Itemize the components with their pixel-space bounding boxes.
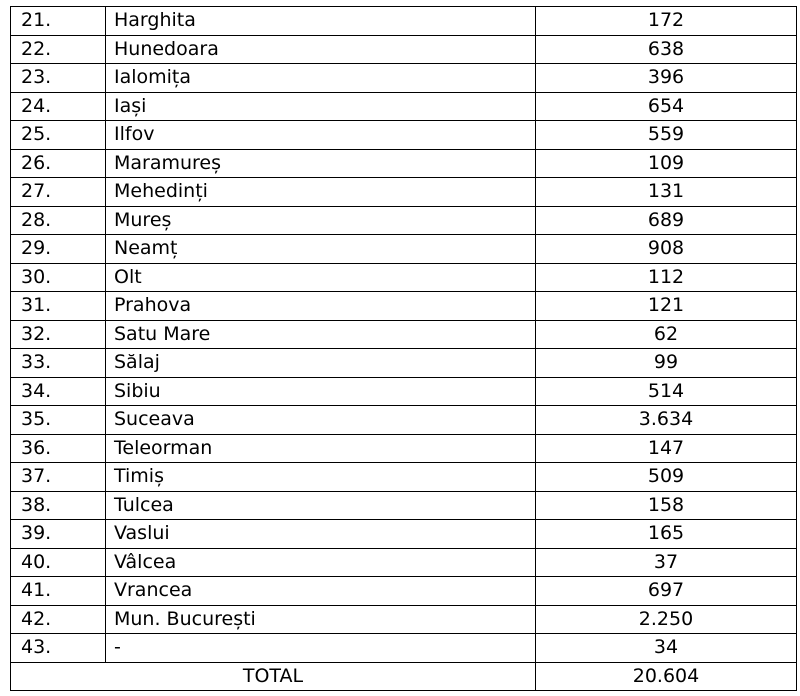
table-row	[11, 263, 797, 292]
county-name: Mehedinți	[106, 178, 536, 207]
county-name: Sibiu	[106, 377, 536, 406]
row-number: 31.	[11, 292, 106, 321]
county-value: 514	[536, 377, 797, 406]
table-row	[11, 121, 797, 150]
table-row	[11, 149, 797, 178]
county-name: Ialomița	[106, 64, 536, 93]
table-row	[11, 463, 797, 492]
county-value: 121	[536, 292, 797, 321]
row-number: 26.	[11, 149, 106, 178]
county-name: Ilfov	[106, 121, 536, 150]
table-row	[11, 548, 797, 577]
county-name: Harghita	[106, 7, 536, 36]
county-name: -	[106, 634, 536, 663]
row-number: 24.	[11, 92, 106, 121]
table-row	[11, 292, 797, 321]
county-value: 559	[536, 121, 797, 150]
county-value: 654	[536, 92, 797, 121]
row-number: 42.	[11, 605, 106, 634]
row-number: 39.	[11, 520, 106, 549]
total-row	[11, 662, 797, 691]
table-row	[11, 520, 797, 549]
table-row	[11, 349, 797, 378]
county-value: 62	[536, 320, 797, 349]
county-value: 158	[536, 491, 797, 520]
county-name: Suceava	[106, 406, 536, 435]
table-body	[11, 7, 797, 691]
row-number: 38.	[11, 491, 106, 520]
row-number: 43.	[11, 634, 106, 663]
county-name: Olt	[106, 263, 536, 292]
county-name: Vaslui	[106, 520, 536, 549]
table-row	[11, 235, 797, 264]
county-value: 697	[536, 577, 797, 606]
county-value: 396	[536, 64, 797, 93]
table-row	[11, 320, 797, 349]
row-number: 30.	[11, 263, 106, 292]
county-name: Iași	[106, 92, 536, 121]
row-number: 35.	[11, 406, 106, 435]
county-name: Sălaj	[106, 349, 536, 378]
row-number: 23.	[11, 64, 106, 93]
county-value: 131	[536, 178, 797, 207]
total-label: TOTAL	[11, 662, 536, 691]
row-number: 27.	[11, 178, 106, 207]
row-number: 32.	[11, 320, 106, 349]
county-name: Neamț	[106, 235, 536, 264]
table-row	[11, 434, 797, 463]
row-number: 25.	[11, 121, 106, 150]
table-row	[11, 377, 797, 406]
row-number: 34.	[11, 377, 106, 406]
county-name: Maramureș	[106, 149, 536, 178]
county-name: Mun. București	[106, 605, 536, 634]
table-row	[11, 605, 797, 634]
county-value: 34	[536, 634, 797, 663]
county-name: Vâlcea	[106, 548, 536, 577]
county-value: 509	[536, 463, 797, 492]
county-table	[10, 6, 797, 691]
county-value: 3.634	[536, 406, 797, 435]
row-number: 41.	[11, 577, 106, 606]
row-number: 22.	[11, 35, 106, 64]
county-name: Mureș	[106, 206, 536, 235]
county-value: 109	[536, 149, 797, 178]
county-name: Teleorman	[106, 434, 536, 463]
table-row	[11, 491, 797, 520]
row-number: 28.	[11, 206, 106, 235]
row-number: 33.	[11, 349, 106, 378]
county-value: 147	[536, 434, 797, 463]
county-name: Prahova	[106, 292, 536, 321]
table-row	[11, 35, 797, 64]
row-number: 21.	[11, 7, 106, 36]
county-value: 2.250	[536, 605, 797, 634]
table-row	[11, 634, 797, 663]
county-value: 689	[536, 206, 797, 235]
table-row	[11, 92, 797, 121]
county-value: 638	[536, 35, 797, 64]
county-name: Satu Mare	[106, 320, 536, 349]
county-name: Vrancea	[106, 577, 536, 606]
total-value: 20.604	[536, 662, 797, 691]
table-row	[11, 64, 797, 93]
table-row	[11, 7, 797, 36]
row-number: 29.	[11, 235, 106, 264]
table-row	[11, 406, 797, 435]
row-number: 40.	[11, 548, 106, 577]
county-value: 165	[536, 520, 797, 549]
county-value: 908	[536, 235, 797, 264]
county-name: Tulcea	[106, 491, 536, 520]
county-value: 172	[536, 7, 797, 36]
county-name: Hunedoara	[106, 35, 536, 64]
table-row	[11, 178, 797, 207]
row-number: 36.	[11, 434, 106, 463]
county-value: 37	[536, 548, 797, 577]
county-value: 99	[536, 349, 797, 378]
table-row	[11, 577, 797, 606]
row-number: 37.	[11, 463, 106, 492]
county-name: Timiș	[106, 463, 536, 492]
county-value: 112	[536, 263, 797, 292]
table-row	[11, 206, 797, 235]
